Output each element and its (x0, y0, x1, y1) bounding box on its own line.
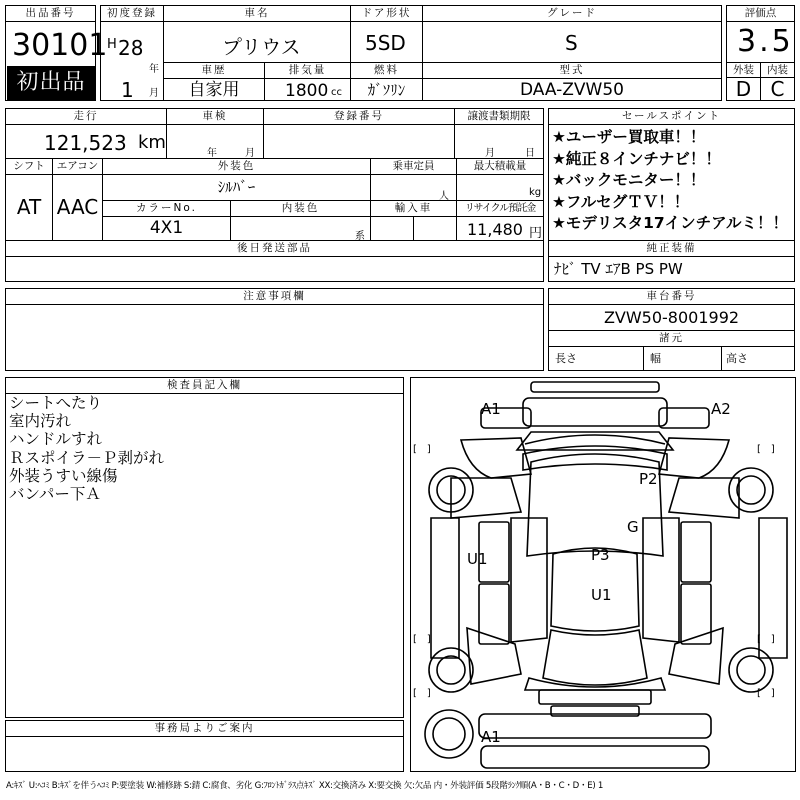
recycle-value: 11,480 (467, 220, 523, 239)
inspector-note: Ｒスポイラ－Ｐ剥がれ (9, 448, 165, 467)
door-type: 5SD (365, 31, 406, 55)
interior-label: 内装色 (230, 200, 371, 217)
score-cell (726, 21, 795, 63)
seats-unit: 人 (439, 191, 449, 202)
mileage-value: 121,523 (44, 131, 127, 155)
later-parts-cell (5, 256, 544, 282)
damage-mark: G (627, 518, 639, 536)
import-label: 輸入車 (370, 200, 457, 217)
bracket-mark: [ ] (413, 634, 431, 645)
office-label: 事務局よりご案内 (5, 720, 404, 737)
inspector-notes (9, 394, 164, 503)
transfer-label: 譲渡書類期限 (454, 108, 544, 125)
inspector-note: 外装うすい線傷 (9, 466, 118, 485)
color-label: 外装色 (102, 158, 371, 175)
bracket-mark: [ ] (413, 688, 431, 699)
inspect-label: 車検 (166, 108, 264, 125)
spec-label: 諸元 (548, 330, 795, 347)
inspector-note: ハンドルすれ (9, 430, 103, 449)
car-cell (163, 21, 351, 63)
spec-height: 高さ (721, 346, 795, 371)
inspector-note: シートへたり (9, 394, 103, 412)
disp-cell (264, 78, 351, 101)
ext-score: D (726, 77, 761, 101)
interior-unit: 系 (355, 231, 365, 242)
bracket-mark: [ ] (413, 444, 431, 455)
door-cell (350, 21, 423, 63)
fuel-label: 燃料 (350, 62, 423, 79)
recycle-unit: 円 (529, 226, 543, 241)
mileage-unit: km (138, 132, 166, 153)
sales-points-label: セールスポイント (548, 108, 795, 125)
bracket-mark: [ ] (757, 634, 775, 645)
damage-mark: A1 (481, 400, 501, 418)
lot-number: 30101 (12, 28, 108, 63)
sales-point: ★純正８インチナビ！！ (552, 149, 721, 168)
bracket-mark: [ ] (757, 688, 775, 699)
door-label: ドア形状 (350, 5, 423, 22)
reg-year: 28 (118, 36, 144, 60)
equip-value: ﾅﾋﾞ TV ｴｱB PS PW (548, 256, 795, 282)
plate-cell (263, 124, 455, 159)
history-value: 自家用 (163, 78, 265, 101)
first-listing-badge: 初出品 (7, 66, 95, 100)
damage-mark: P3 (591, 546, 610, 564)
transfer-cell (454, 124, 544, 159)
model-label: 型式 (422, 62, 722, 79)
disp-unit: cc (331, 87, 342, 98)
grade-cell (422, 21, 722, 63)
import-cell-b (413, 216, 457, 241)
sales-point: ★モデリスタ17インチアルミ！！ (552, 214, 789, 232)
shift-label: シフト (5, 158, 53, 175)
load-unit: kg (529, 187, 542, 198)
car-label: 車名 (163, 5, 351, 22)
spec-length: 長さ (548, 346, 644, 371)
damage-diagram (410, 377, 796, 772)
disp-label: 排気量 (264, 62, 351, 79)
lot-label: 出品番号 (5, 5, 96, 22)
damage-mark: P2 (639, 470, 658, 488)
int-score-label: 内装 (760, 62, 795, 78)
reg-month: 1 (121, 78, 134, 102)
disp-value: 1800 (285, 81, 329, 101)
interior-cell (230, 216, 371, 241)
caution-label: 注意事項欄 (5, 288, 544, 305)
car-name: プリウス (222, 35, 301, 59)
spec-width: 幅 (643, 346, 722, 371)
ac-label: エアコン (52, 158, 103, 175)
damage-mark: U1 (591, 586, 612, 604)
inspector-label: 検査員記入欄 (5, 377, 404, 394)
inspector-note: バンパー下Ａ (9, 485, 101, 504)
recycle-label: リサイクル預託金 (456, 200, 544, 217)
plate-label: 登録番号 (263, 108, 455, 125)
sales-points-list (552, 127, 788, 235)
inspector-note: 室内汚れ (9, 412, 72, 431)
reg-label: 初度登録 (100, 5, 164, 22)
damage-mark: A1 (481, 728, 501, 746)
bracket-mark: [ ] (757, 444, 775, 455)
inspect-year-unit: 年 (207, 148, 217, 159)
caution-cell (5, 304, 544, 371)
color-value: ｼﾙﾊﾞｰ (102, 174, 371, 201)
reg-cell (100, 21, 164, 101)
reg-era: H (107, 37, 117, 52)
reg-month-unit: 月 (149, 88, 159, 99)
colorno-value: 4X1 (102, 216, 231, 241)
load-cell (456, 174, 544, 201)
shift-value: AT (5, 174, 53, 241)
sales-point: ★ユーザー買取車！！ (552, 128, 706, 146)
fuel-value: ｶﾞｿﾘﾝ (350, 78, 423, 101)
mileage-label: 走行 (5, 108, 167, 125)
legend-text: A:ｷｽﾞ U:ﾍｺﾐ B:ｷｽﾞを伴うﾍｺﾐ P:要塗装 W:補修跡 S:錆 C:腐食、劣化 G:ﾌﾛﾝﾄｶﾞﾗｽ点ｷｽﾞ XX:交換済み X:要交換 欠:欠品 内・外装評価 5段階ﾗﾝｸ順(A・B・C・D・E) 1 (6, 781, 604, 791)
transfer-day-unit: 日 (525, 148, 535, 159)
car-outline-diagram (411, 378, 795, 771)
load-label: 最大積載量 (456, 158, 544, 175)
history-label: 車歴 (163, 62, 265, 79)
seats-label: 乗車定員 (370, 158, 457, 175)
equip-label: 純正装備 (548, 240, 795, 257)
inspect-month-unit: 月 (245, 148, 255, 159)
grade-label: グレード (422, 5, 722, 22)
model-value: DAA-ZVW50 (422, 78, 722, 101)
score-label: 評価点 (726, 5, 795, 22)
import-cell-a (370, 216, 414, 241)
sales-point: ★フルセグＴＶ！！ (552, 192, 690, 211)
chassis-label: 車台番号 (548, 288, 795, 305)
damage-mark: U1 (467, 550, 488, 568)
mileage-cell (5, 124, 167, 159)
score-value: 3.5 (737, 24, 794, 59)
ac-value: AAC (52, 174, 103, 241)
ext-score-label: 外装 (726, 62, 761, 78)
later-parts-label: 後日発送部品 (5, 240, 544, 257)
transfer-month-unit: 月 (485, 148, 495, 159)
reg-year-unit: 年 (149, 64, 159, 75)
colorno-label: カラーNo. (102, 200, 231, 217)
seats-cell (370, 174, 457, 201)
damage-mark: A2 (711, 400, 731, 418)
recycle-cell (456, 216, 544, 241)
inspect-cell (166, 124, 264, 159)
lot-cell (5, 21, 108, 101)
int-score: C (760, 77, 795, 101)
grade-value: S (565, 31, 578, 55)
sales-point: ★バックモニター！！ (552, 171, 706, 189)
office-cell (5, 736, 404, 772)
chassis-value: ZVW50-8001992 (548, 304, 795, 331)
